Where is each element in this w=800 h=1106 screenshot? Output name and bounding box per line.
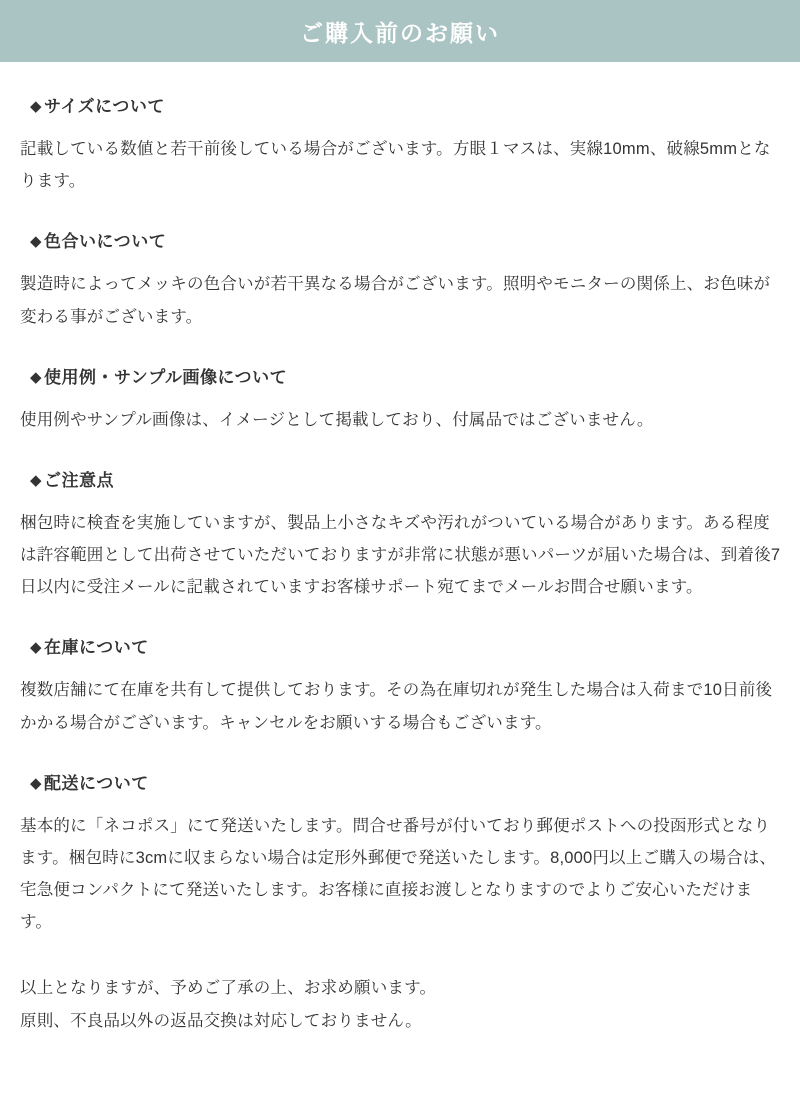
diamond-icon: ◆ [30,233,43,251]
section-heading-cautions [30,466,782,491]
section-body-color: 製造時によってメッキの色合いが若干異なる場合がございます。照明やモニターの関係上、お色味が変わる事がございます。 [20,275,771,326]
diamond-icon: ◆ [30,639,43,657]
diamond-icon: ◆ [30,774,43,792]
section-heading-text: 配送について [44,773,149,793]
section-heading-stock [30,633,782,658]
diamond-icon: ◆ [30,471,43,489]
section-heading-size [30,92,782,117]
section-heading-text: 在庫について [44,638,149,658]
section-body-stock: 複数店舗にて在庫を共有して提供しております。その為在庫切れが発生した場合は入荷まで10日前後かかる場合がございます。キャンセルをお願いする場合もございます。 [20,681,773,732]
section-body-cautions: 梱包時に検査を実施していますが、製品上小さなキズや汚れがついている場合があります。ある程度は許容範囲として出荷させていただいておりますが非常に状態が悪いパーツが届いた場合は、到着後7日以内に受注メールに記載されていますお客様サポート宛てまでメールお問合せ願います。 [20,513,781,597]
section-color [20,227,782,332]
page-title: ご購入前のお願い [300,19,500,46]
section-heading-shipping [30,769,782,794]
closing-line-2: 原則、不良品以外の返品交換は対応しておりません。 [20,1011,422,1030]
section-heading-text: 色合いについて [44,232,167,252]
section-sample-images [20,363,782,436]
section-heading-sample-images [30,363,782,388]
section-body-shipping: 基本的に「ネコポス」にて発送いたします。問合せ番号が付いており郵便ポストへの投函形式となります。梱包時に3cmに収まらない場合は定形外郵便で発送いたします。8,000円以上ご購入の場合は、宅急便コンパクトにて発送いたします。お客様に直接お渡しとなりますのでよりご安心いただけます。 [20,816,777,932]
section-size [20,92,782,197]
section-body-sample-images: 使用例やサンプル画像は、イメージとして掲載しており、付属品ではございません。 [20,410,654,429]
diamond-icon: ◆ [30,368,43,386]
diamond-icon: ◆ [30,98,43,115]
section-heading-color [30,227,782,252]
section-heading-text: ご注意点 [44,470,115,490]
section-heading-text: 使用例・サンプル画像について [44,367,288,387]
section-heading-text: サイズについて [44,97,165,116]
section-cautions [20,466,782,604]
notice-content [0,92,800,1037]
section-shipping [20,769,782,939]
closing-line-1: 以上となりますが、予めご了承の上、お求め願います。 [20,979,437,998]
section-stock [20,633,782,738]
page-header-band [0,0,800,62]
closing-note [20,972,782,1036]
section-body-size: 記載している数値と若干前後している場合がございます。方眼１マスは、実線10mm、破線5mmとなります。 [20,140,771,191]
